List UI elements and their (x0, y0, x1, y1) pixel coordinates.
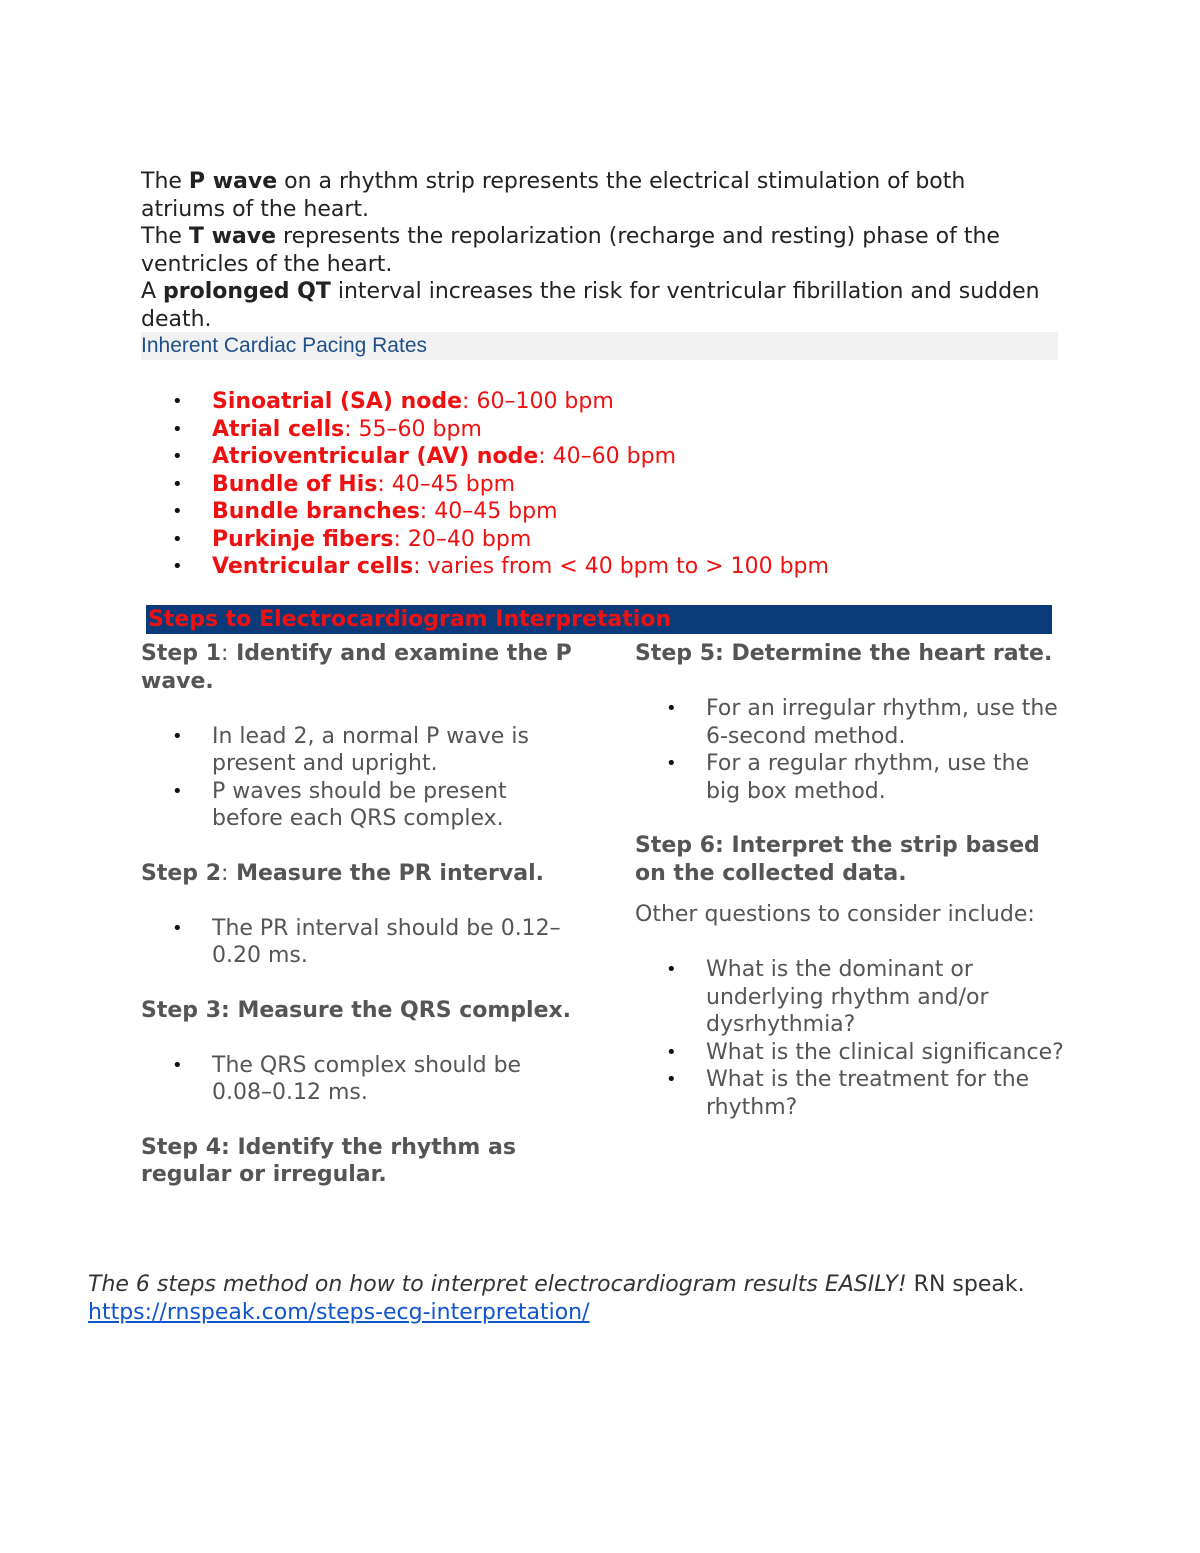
pacing-rate: : varies from < 40 bpm to > 100 bpm (413, 554, 829, 579)
pacing-name: Sinoatrial (SA) node (212, 389, 463, 414)
list-item (168, 526, 829, 554)
citation-author: RN speak. (906, 1272, 1025, 1297)
bullet-text: For an irregular rhythm, use the 6-second method. (706, 696, 1058, 749)
step-6-bullets (635, 956, 1065, 1121)
list-item (168, 553, 829, 581)
bullet-text: The QRS complex should be 0.08–0.12 ms. (212, 1052, 522, 1105)
list-item (635, 956, 1065, 1039)
bullet-icon: • (172, 780, 183, 802)
bullet-icon: • (172, 446, 183, 467)
step-1-colon: : (221, 641, 229, 666)
qt-pre: A (141, 279, 164, 304)
qt-post: interval increases the risk for ventricular fibrillation and sudden death. (141, 279, 1040, 332)
list-item (168, 416, 829, 444)
step-1-label: Step 1 (141, 641, 221, 666)
p-wave-term: P wave (188, 169, 278, 194)
pacing-name: Atrioventricular (AV) node (212, 444, 539, 469)
bullet-text: P waves should be present before each QRS complex. (212, 778, 507, 831)
step-3-bullets (141, 1052, 581, 1107)
bullet-icon: • (666, 959, 677, 980)
qt-paragraph (141, 278, 1041, 333)
bullet-icon: • (666, 753, 677, 774)
step-6 (635, 832, 1065, 887)
qt-term: prolonged QT (163, 279, 331, 304)
list-item (141, 1052, 581, 1107)
step-1-title (141, 640, 581, 695)
t-wave-post: represents the repolarization (recharge and resting) phase of the ventricles of the heart. (141, 224, 1000, 277)
step-5-title: Step 5: Determine the heart rate. (635, 641, 1053, 666)
bullet-icon: • (172, 391, 183, 412)
pacing-rate: : 40–45 bpm (419, 499, 558, 524)
citation (88, 1271, 1048, 1326)
intro-section (141, 168, 1041, 333)
bullet-icon: • (172, 556, 183, 577)
p-wave-pre: The (141, 169, 189, 194)
list-item (168, 443, 829, 471)
pacing-name: Purkinje fibers (212, 526, 394, 552)
pacing-rate: : 60–100 bpm (462, 389, 614, 414)
citation-title: The 6 steps method on how to interpret electrocardiogram results EASILY! (88, 1272, 907, 1297)
step-2-text: Measure the PR interval. (228, 860, 544, 886)
list-item (141, 915, 581, 970)
step-1-bullets (141, 723, 581, 833)
step-2-colon: : (221, 860, 229, 886)
step-6-note: Other questions to consider include: (635, 902, 1035, 927)
list-item (635, 1039, 1065, 1067)
step-2-title (141, 860, 581, 888)
step-4 (141, 1134, 581, 1189)
t-wave-pre: The (141, 224, 189, 249)
pacing-name: Ventricular cells (212, 554, 414, 579)
list-item (168, 388, 829, 416)
step-3 (141, 997, 581, 1107)
step-1 (141, 640, 581, 833)
bullet-text: In lead 2, a normal P wave is present and upright. (212, 723, 529, 776)
pacing-rates-heading: Inherent Cardiac Pacing Rates (141, 332, 1058, 360)
bullet-text: What is the dominant or underlying rhythm and/or dysrhythmia? (706, 957, 989, 1037)
list-item (635, 750, 1065, 805)
list-item (635, 1066, 1065, 1121)
t-wave-paragraph (141, 223, 1041, 278)
bullet-icon: • (172, 473, 183, 495)
pacing-rate: : 40–45 bpm (377, 471, 516, 497)
step-4-title: Step 4: Identify the rhythm as regular or irregular. (141, 1134, 516, 1187)
list-item (635, 695, 1065, 750)
step-3-title: Step 3: Measure the QRS complex. (141, 997, 572, 1023)
list-item (168, 471, 829, 499)
bullet-icon: • (172, 917, 183, 939)
step-6-title: Step 6: Interpret the strip based on the collected data. (635, 833, 1040, 886)
list-item (141, 778, 581, 833)
step-2-label: Step 2 (141, 860, 221, 886)
citation-link[interactable]: https://rnspeak.com/steps-ecg-interpretation/ (88, 1299, 590, 1325)
steps-banner: Steps to Electrocardiogram Interpretation (146, 605, 1052, 634)
bullet-icon: • (172, 418, 183, 440)
bullet-icon: • (666, 698, 677, 719)
bullet-text: What is the clinical significance? (706, 1039, 1064, 1065)
bullet-text: What is the treatment for the rhythm? (706, 1067, 1030, 1120)
t-wave-term: T wave (188, 224, 277, 249)
bullet-text: The PR interval should be 0.12–0.20 ms. (212, 915, 561, 968)
step-1-text: Identify and examine the P wave. (141, 641, 572, 694)
steps-right-column (635, 640, 1065, 1121)
bullet-icon: • (172, 528, 183, 550)
pacing-rate: : 20–40 bpm (393, 526, 532, 552)
step-5 (635, 640, 1065, 805)
bullet-icon: • (666, 1069, 677, 1090)
pacing-rate: : 40–60 bpm (538, 444, 677, 469)
step-2-bullets (141, 915, 581, 970)
pacing-rates-list (168, 388, 829, 581)
step-2 (141, 860, 581, 970)
pacing-name: Atrial cells (212, 416, 345, 442)
pacing-name: Bundle branches (212, 499, 420, 524)
bullet-icon: • (666, 1041, 677, 1063)
bullet-icon: • (172, 1054, 183, 1076)
p-wave-post: on a rhythm strip represents the electrical stimulation of both atriums of the heart. (141, 169, 966, 222)
pacing-rate: : 55–60 bpm (344, 416, 482, 442)
step-5-bullets (635, 695, 1065, 805)
list-item (141, 723, 581, 778)
bullet-text: For a regular rhythm, use the big box method. (706, 751, 1030, 804)
p-wave-paragraph (141, 168, 1041, 223)
bullet-icon: • (172, 725, 183, 747)
pacing-name: Bundle of His (212, 471, 378, 497)
steps-left-column (141, 640, 581, 1216)
list-item (168, 498, 829, 526)
bullet-icon: • (172, 501, 183, 522)
